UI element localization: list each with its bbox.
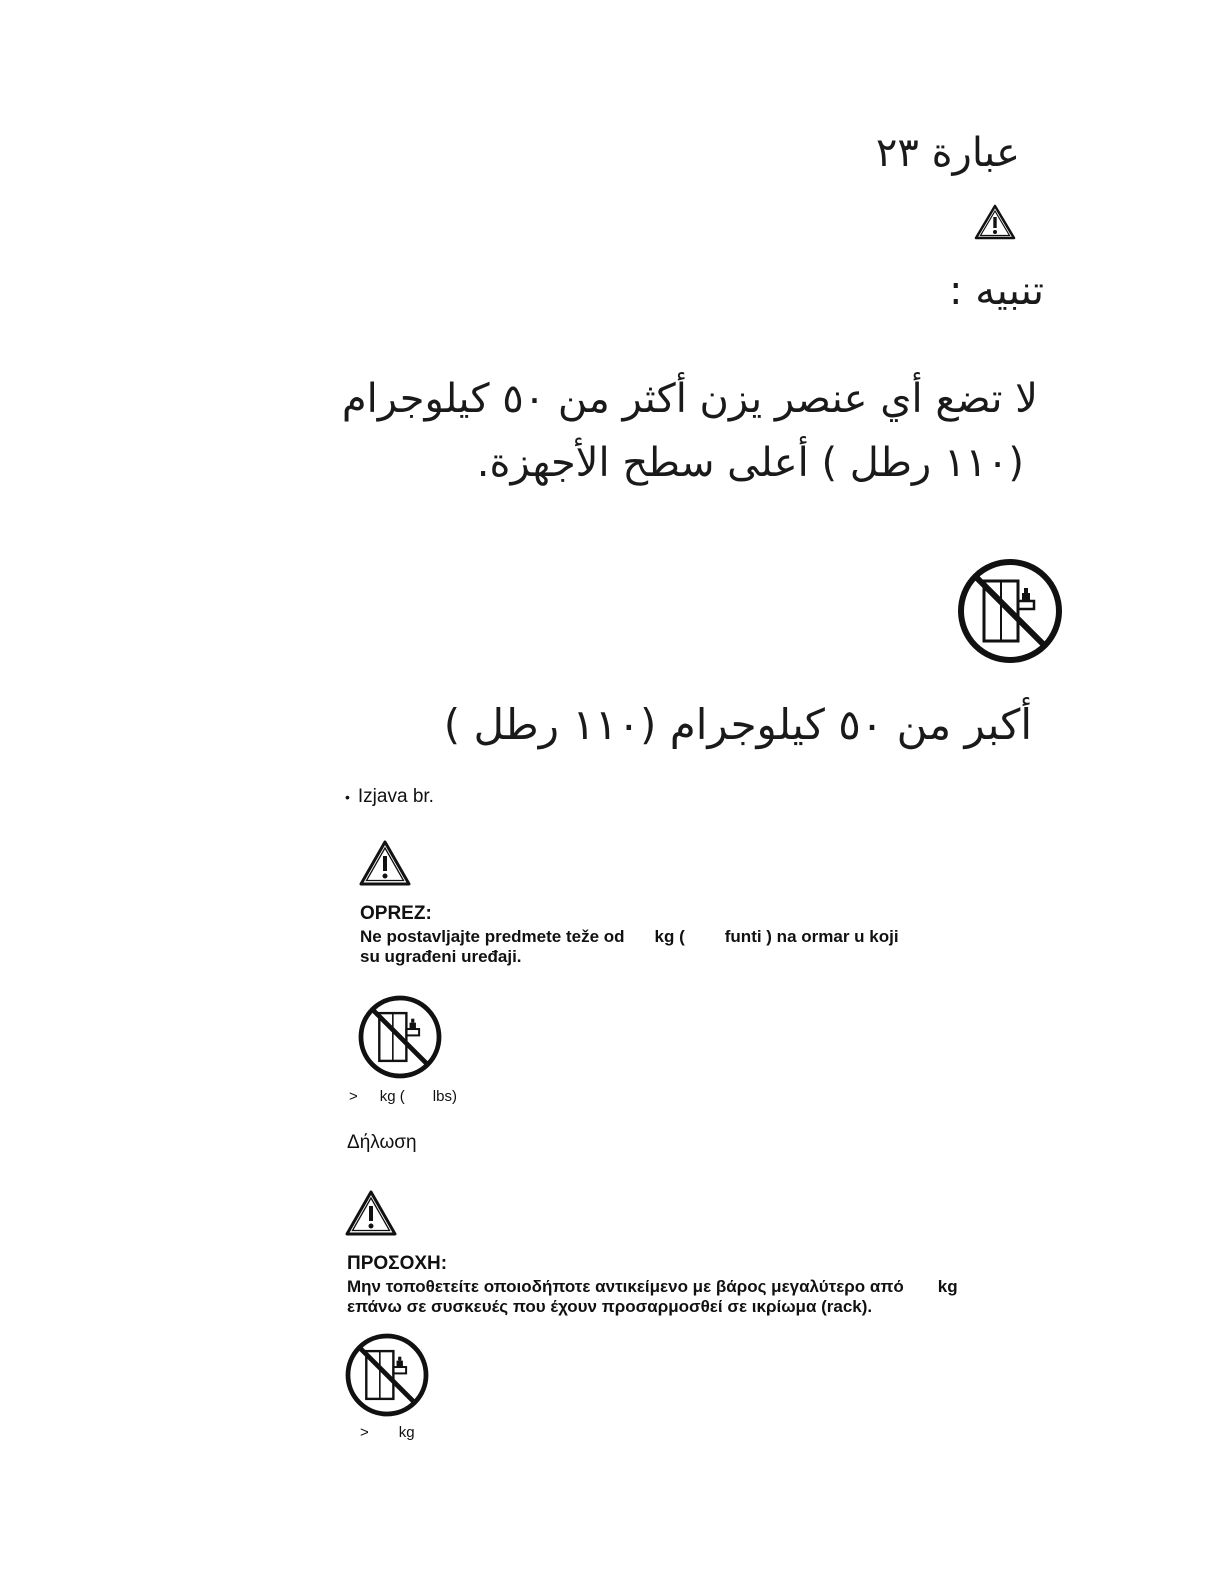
greek-icon-note	[360, 1424, 415, 1441]
croatian-body-line-1	[360, 927, 899, 947]
bullet-icon: •	[345, 788, 350, 805]
croatian-note-kg: kg (	[379, 1088, 405, 1105]
croatian-no-heavy-object-icon	[357, 994, 443, 1080]
greek-caution-label: ΠΡΟΣΟΧΗ:	[347, 1253, 448, 1274]
croatian-body	[360, 927, 899, 967]
greek-no-heavy-object-icon	[344, 1332, 430, 1418]
croatian-warning-triangle-icon	[359, 840, 411, 886]
arabic-caution-label: تنبيه :	[949, 268, 1044, 314]
greek-body	[347, 1277, 958, 1317]
greek-body-line-2: επάνω σε συσκευές που έχουν προσαρμοσθεί σε ικρίωμα (rack).	[347, 1297, 873, 1316]
croatian-statement	[345, 786, 434, 808]
arabic-warning-triangle-icon	[974, 204, 1016, 240]
greek-note-gt: >	[360, 1424, 369, 1441]
croatian-body-part-c: funti ) na ormar u koji	[724, 927, 899, 946]
arabic-body-line-2: (١١٠ رطل ) أعلى سطح الأجهزة.	[476, 440, 1024, 486]
greek-body-part-a: Μην τοποθετείτε οποιοδήποτε αντικείμενο με βάρος μεγαλύτερο από	[347, 1277, 904, 1296]
croatian-body-line-2: su ugrađeni uređaji.	[360, 947, 522, 966]
greek-body-part-b: kg	[937, 1277, 958, 1296]
greek-body-line-1	[347, 1277, 958, 1297]
croatian-caution-label: OPREZ:	[360, 903, 432, 924]
croatian-note-lbs: lbs)	[432, 1088, 457, 1105]
croatian-body-part-b: kg (	[654, 927, 685, 946]
arabic-statement-title: عبارة ٢٣	[875, 130, 1020, 176]
arabic-no-heavy-object-icon	[956, 557, 1064, 665]
croatian-body-part-a: Ne postavljajte predmete teže od	[360, 927, 625, 946]
croatian-statement-text: Izjava br.	[357, 786, 434, 807]
croatian-note-gt: >	[349, 1088, 358, 1105]
croatian-icon-note	[349, 1088, 457, 1105]
greek-warning-triangle-icon	[345, 1190, 397, 1236]
arabic-body-line-1: لا تضع أي عنصر يزن أكثر من ٥٠ كيلوجرام	[341, 376, 1038, 422]
greek-note-kg: kg	[398, 1424, 415, 1441]
arabic-icon-note: أكبر من ٥٠ كيلوجرام (١١٠ رطل )	[443, 700, 1032, 749]
greek-statement: Δήλωση	[347, 1132, 417, 1153]
